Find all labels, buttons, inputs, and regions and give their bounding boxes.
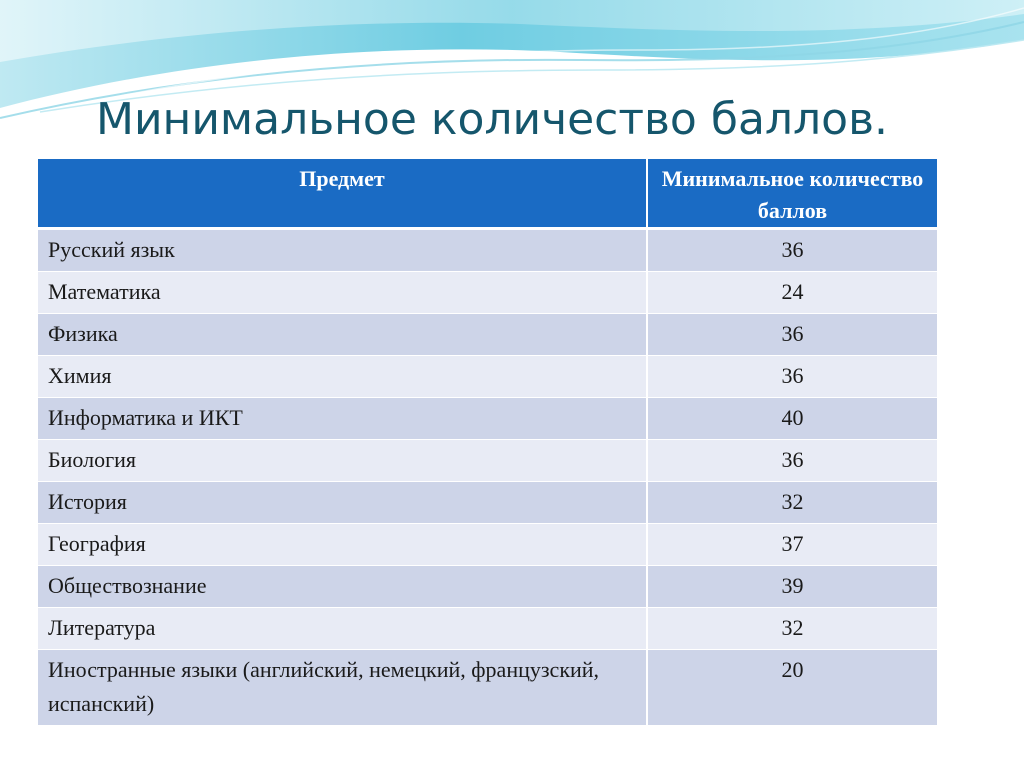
score-cell: 32	[647, 482, 937, 524]
scores-table-container	[38, 159, 937, 725]
subject-cell: Математика	[38, 272, 647, 314]
table-row	[38, 356, 937, 398]
score-cell: 36	[647, 314, 937, 356]
subject-cell: Иностранные языки (английский, немецкий, французский, испанский)	[38, 650, 647, 726]
subject-cell: Химия	[38, 356, 647, 398]
subject-cell: Физика	[38, 314, 647, 356]
subject-cell: Информатика и ИКТ	[38, 398, 647, 440]
column-header-subject: Предмет	[38, 159, 647, 229]
table-row	[38, 314, 937, 356]
subject-cell: История	[38, 482, 647, 524]
score-cell: 39	[647, 566, 937, 608]
table-row	[38, 608, 937, 650]
score-cell: 40	[647, 398, 937, 440]
table-row	[38, 566, 937, 608]
subject-cell: Биология	[38, 440, 647, 482]
score-cell: 37	[647, 524, 937, 566]
score-cell: 24	[647, 272, 937, 314]
table-header-row	[38, 159, 937, 229]
score-cell: 32	[647, 608, 937, 650]
table-row	[38, 398, 937, 440]
table-row	[38, 524, 937, 566]
score-cell: 36	[647, 440, 937, 482]
table-row	[38, 229, 937, 272]
table-row	[38, 272, 937, 314]
score-cell: 36	[647, 229, 937, 272]
table-row	[38, 482, 937, 524]
subject-cell: Обществознание	[38, 566, 647, 608]
score-cell: 36	[647, 356, 937, 398]
table-row	[38, 440, 937, 482]
column-header-min-score: Минимальное количество баллов	[647, 159, 937, 229]
scores-table	[38, 159, 937, 725]
subject-cell: Русский язык	[38, 229, 647, 272]
subject-cell: Литература	[38, 608, 647, 650]
subject-cell: География	[38, 524, 647, 566]
slide-title: Минимальное количество баллов.	[96, 94, 888, 145]
table-row	[38, 650, 937, 726]
score-cell: 20	[647, 650, 937, 726]
